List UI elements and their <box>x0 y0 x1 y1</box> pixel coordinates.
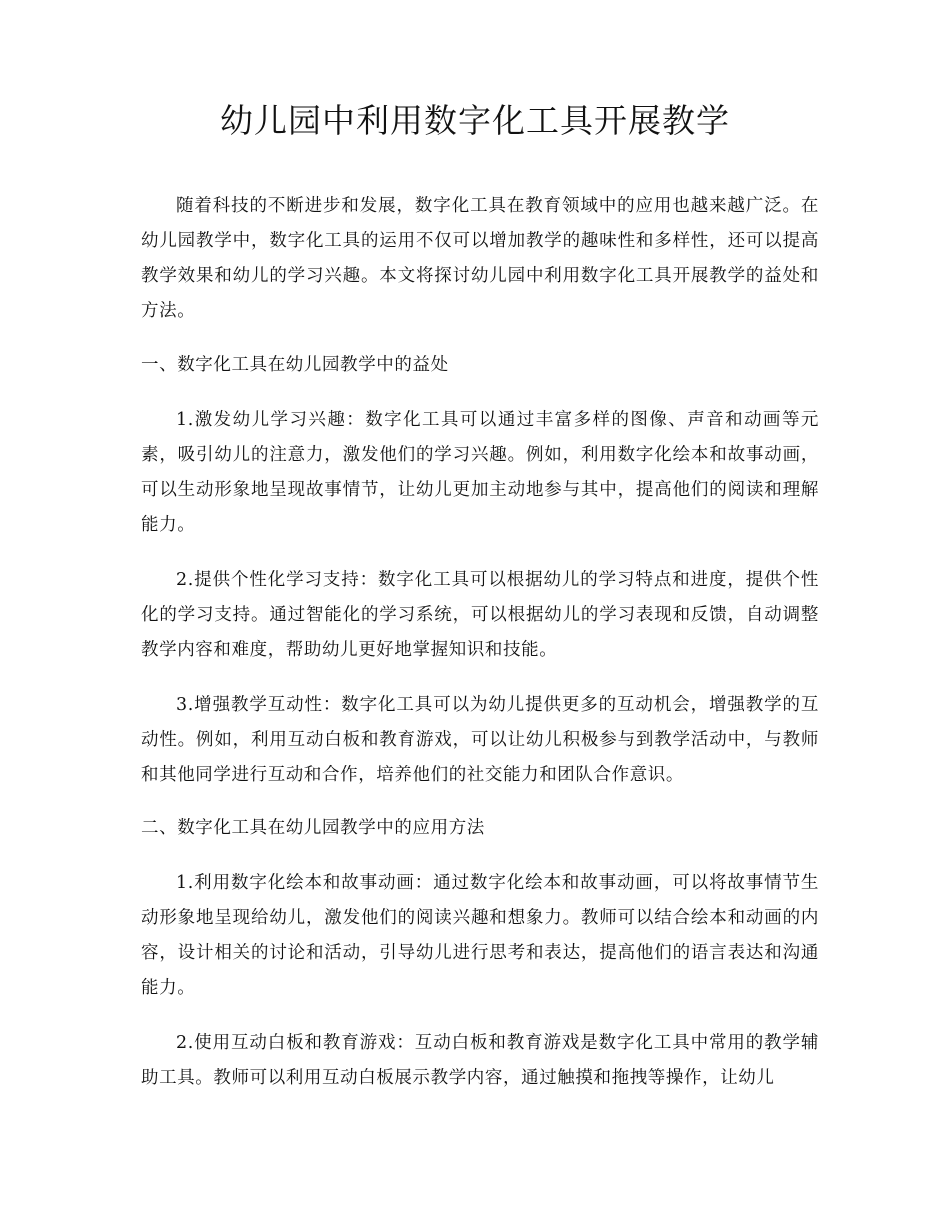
document-title: 幼儿园中利用数字化工具开展教学 <box>220 101 730 140</box>
section-1-item-1: 1.激发幼儿学习兴趣：数字化工具可以通过丰富多样的图像、声音和动画等元素，吸引幼儿的注意力，激发他们的学习兴趣。例如，利用数字化绘本和故事动画，可以生动形象地呈现故事情节，让幼儿更加主动地参与其中，提高他们的阅读和理解能力。 <box>141 410 819 535</box>
section-1-heading: 一、数字化工具在幼儿园教学中的益处 <box>141 355 449 375</box>
section-2-item-2: 2.使用互动白板和教育游戏：互动白板和教育游戏是数字化工具中常用的教学辅助工具。教师可以利用互动白板展示教学内容，通过触摸和拖拽等操作，让幼儿 <box>141 1033 819 1088</box>
intro-paragraph: 随着科技的不断进步和发展，数字化工具在教育领域中的应用也越来越广泛。在幼儿园教学中，数字化工具的运用不仅可以增加教学的趣味性和多样性，还可以提高教学效果和幼儿的学习兴趣。本文将探讨幼儿园中利用数字化工具开展教学的益处和方法。 <box>141 196 819 321</box>
section-1-item-2: 2.提供个性化学习支持：数字化工具可以根据幼儿的学习特点和进度，提供个性化的学习支持。通过智能化的学习系统，可以根据幼儿的学习表现和反馈，自动调整教学内容和难度，帮助幼儿更好地掌握知识和技能。 <box>141 570 819 660</box>
section-2-heading: 二、数字化工具在幼儿园教学中的应用方法 <box>141 818 485 838</box>
section-1-item-3: 3.增强教学互动性：数字化工具可以为幼儿提供更多的互动机会，增强教学的互动性。例如，利用互动白板和教育游戏，可以让幼儿积极参与到教学活动中，与教师和其他同学进行互动和合作，培养他们的社交能力和团队合作意识。 <box>141 695 819 785</box>
section-2-item-1: 1.利用数字化绘本和故事动画：通过数字化绘本和故事动画，可以将故事情节生动形象地呈现给幼儿，激发他们的阅读兴趣和想象力。教师可以结合绘本和动画的内容，设计相关的讨论和活动，引导幼儿进行思考和表达，提高他们的语言表达和沟通能力。 <box>141 873 819 998</box>
